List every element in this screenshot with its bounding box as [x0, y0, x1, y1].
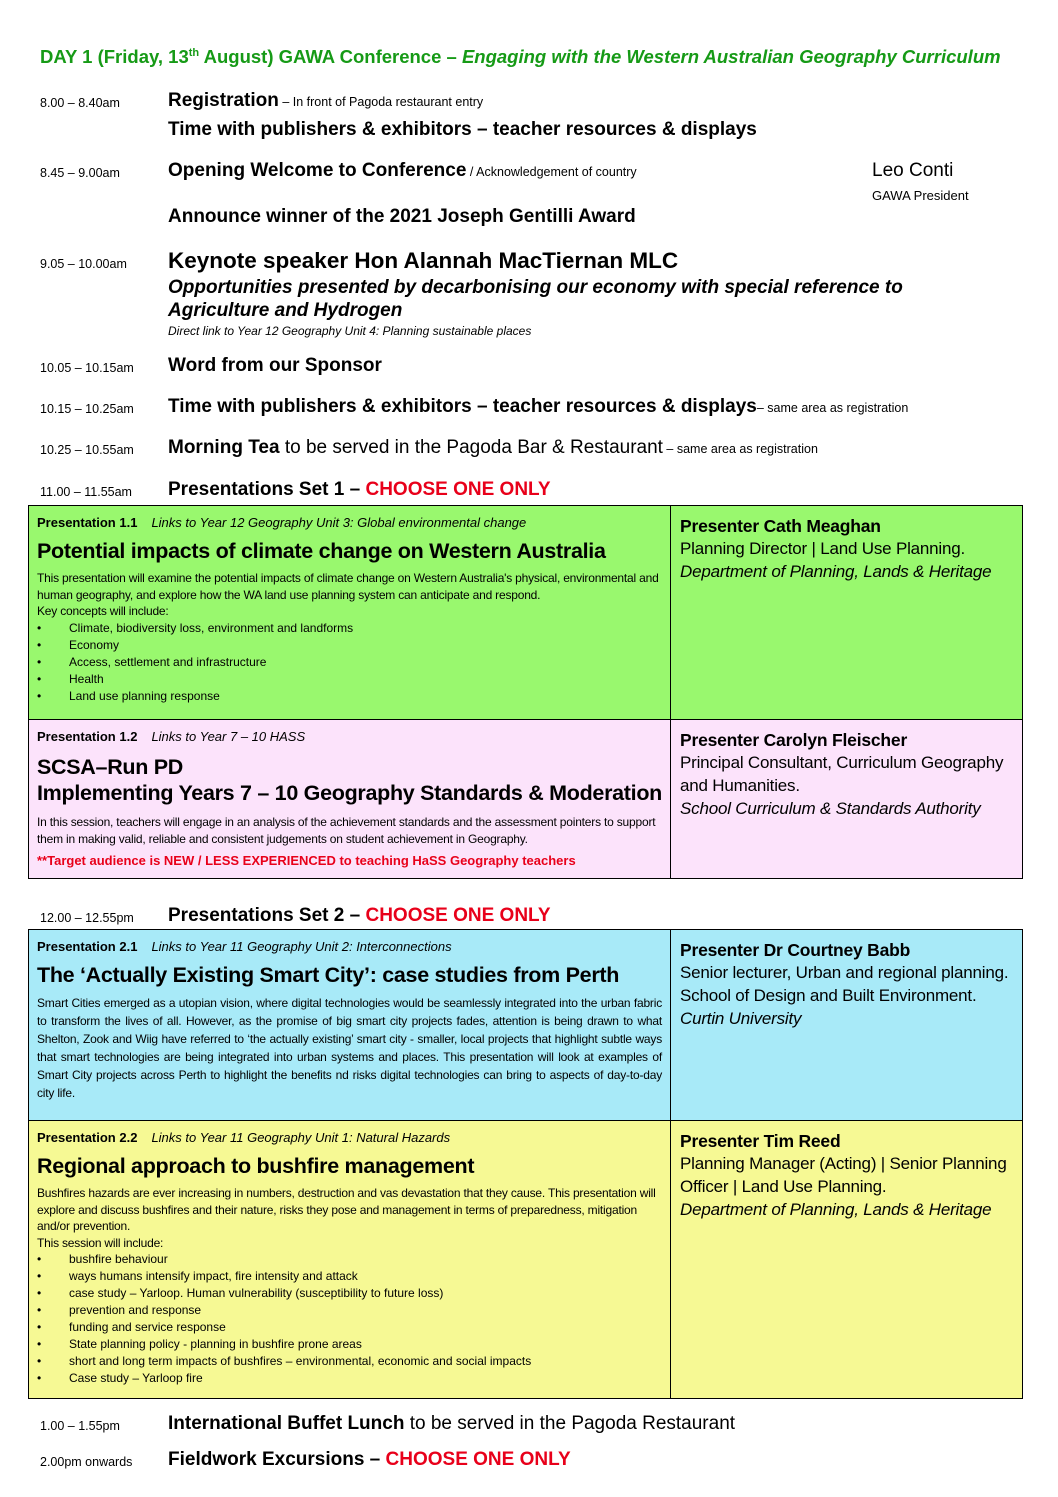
presentation-title: Potential impacts of climate change on Western Australia: [37, 539, 606, 563]
welcome-speaker: Leo Conti: [872, 160, 954, 181]
list-item: • funding and service response: [37, 1319, 662, 1336]
presentation-number: Presentation 1.2: [37, 729, 138, 744]
list-item: • short and long term impacts of bushfires – environmental, economic and social impacts: [37, 1353, 662, 1370]
presenter-role-line1: Senior lecturer, Urban and regional planning.: [680, 963, 1009, 982]
presentation-1-1: [29, 506, 1022, 719]
event-registration: Registration – In front of Pagoda restaurant entry: [168, 90, 484, 111]
event-welcome: Opening Welcome to Conference / Acknowledgement of country: [168, 160, 637, 181]
key-concepts-intro: Key concepts will include:: [37, 604, 169, 618]
time-sponsor: 10.05 – 10.15am: [40, 361, 134, 375]
event-sponsor: Word from our Sponsor: [168, 355, 382, 376]
presenter-org: School Curriculum & Standards Authority: [680, 799, 981, 818]
page-subtitle: Engaging with the Western Australian Geography Curriculum: [461, 46, 1001, 67]
presentation-description: In this session, teachers will engage in an analysis of the achievement standards and the assessment pointers to support them in making valid, reliable and consistent judgements on student achievement in Geography.: [37, 815, 656, 846]
presenter-role-line2: and Humanities.: [680, 776, 800, 795]
list-item: • Climate, biodiversity loss, environment and landforms: [37, 620, 662, 637]
event-fieldwork: Fieldwork Excursions – CHOOSE ONE ONLY: [168, 1449, 571, 1470]
list-item: • State planning policy - planning in bushfire prone areas: [37, 1336, 662, 1353]
presentation-description: Bushfires hazards are ever increasing in numbers, destruction and vas devastation that they cause. This presentation will explore and discuss bushfires and their nature, risks they pose and management in terms of preparedness, mitigation and/or prevention.: [37, 1186, 656, 1233]
event-morning-tea: Morning Tea to be served in the Pagoda Bar & Restaurant – same area as registration: [168, 437, 818, 458]
presenter-org: Curtin University: [680, 1009, 802, 1028]
event-publishers-2: Time with publishers & exhibitors – teacher resources & displays– same area as registration: [168, 396, 909, 417]
event-lunch: International Buffet Lunch to be served in the Pagoda Restaurant: [168, 1413, 736, 1434]
presenter-name: Presenter Cath Meaghan: [680, 516, 881, 536]
presenter-role: Planning Director | Land Use Planning.: [680, 539, 966, 558]
keynote-link: Direct link to Year 12 Geography Unit 4: Planning sustainable places: [168, 324, 532, 338]
presentation-title-line1: SCSA–Run PD: [37, 755, 184, 779]
time-fieldwork: 2.00pm onwards: [40, 1455, 133, 1469]
curriculum-link: Links to Year 12 Geography Unit 3: Global environmental change: [151, 515, 527, 530]
list-item: • Economy: [37, 637, 662, 654]
presentation-title: Regional approach to bushfire management: [37, 1154, 475, 1178]
presentations-set1-table: [28, 505, 1023, 879]
event-set1: Presentations Set 1 – CHOOSE ONE ONLY: [168, 479, 551, 500]
presentations-set2-table: [28, 929, 1023, 1399]
presenter-name: Presenter Tim Reed: [680, 1131, 841, 1151]
presenter-name: Presenter Carolyn Fleischer: [680, 730, 908, 750]
session-intro: This session will include:: [37, 1235, 164, 1250]
time-keynote: 9.05 – 10.00am: [40, 257, 127, 271]
event-keynote: Keynote speaker Hon Alannah MacTiernan MLC: [168, 248, 679, 273]
presenter-org: Department of Planning, Lands & Heritage: [680, 562, 992, 581]
keynote-topic-line1: Opportunities presented by decarbonising our economy with special reference to: [168, 277, 903, 298]
list-item: • bushfire behaviour: [37, 1251, 662, 1268]
presentation-2-1: [29, 930, 1022, 1120]
presentation-2-2: [29, 1120, 1022, 1398]
list-item: • case study – Yarloop. Human vulnerability (susceptibility to future loss): [37, 1285, 662, 1302]
curriculum-link: Links to Year 11 Geography Unit 1: Natural Hazards: [151, 1130, 451, 1145]
presentation-number: Presentation 2.1: [37, 939, 138, 954]
time-welcome: 8.45 – 9.00am: [40, 166, 120, 180]
presentation-1-2: [29, 719, 1022, 878]
presenter-name: Presenter Dr Courtney Babb: [680, 940, 911, 960]
event-gentilli-award: Announce winner of the 2021 Joseph Gentilli Award: [168, 206, 636, 227]
keynote-topic-line2: Agriculture and Hydrogen: [168, 300, 403, 321]
presenter-role-line2: Officer | Land Use Planning.: [680, 1177, 887, 1196]
list-item: • Access, settlement and infrastructure: [37, 654, 662, 671]
presentation-description: This presentation will examine the potential impacts of climate change on Western Australia's physical, environmental and human geography, and explore how the WA land use planning system can anticipate and respond.: [37, 571, 659, 602]
time-set1: 11.00 – 11.55am: [40, 485, 132, 499]
target-audience-note: **Target audience is NEW / LESS EXPERIENCED to teaching HaSS Geography teachers: [37, 853, 576, 868]
presentation-title: The ‘Actually Existing Smart City’: case studies from Perth: [37, 963, 620, 987]
curriculum-link: Links to Year 7 – 10 HASS: [151, 729, 306, 744]
list-item: • Case study – Yarloop fire: [37, 1370, 662, 1387]
presentation-number: Presentation 1.1: [37, 515, 138, 530]
time-lunch: 1.00 – 1.55pm: [40, 1419, 120, 1433]
list-item: • ways humans intensify impact, fire intensity and attack: [37, 1268, 662, 1285]
time-registration: 8.00 – 8.40am: [40, 96, 120, 110]
curriculum-link: Links to Year 11 Geography Unit 2: Interconnections: [151, 939, 452, 954]
event-publishers-1: Time with publishers & exhibitors – teacher resources & displays: [168, 119, 757, 140]
page-title: DAY 1 (Friday, 13th August) GAWA Conference – Engaging with the Western Australian Geography Curriculum: [40, 46, 1001, 67]
time-publishers: 10.15 – 10.25am: [40, 402, 134, 416]
time-set2: 12.00 – 12.55pm: [40, 911, 134, 925]
presenter-org: Department of Planning, Lands & Heritage: [680, 1200, 992, 1219]
list-item: • Land use planning response: [37, 688, 662, 705]
presentation-description: Smart Cities emerged as a utopian vision, where digital technologies would be seamlessly integrated into the urban fabric to transform the lives of all. However, as the promise of big smart city projects fades, attention is being drawn to what Shelton, Zook and Wiig have referred to ‘the actually existing’ smart city - smaller, local projects that highlight subtle ways that smart technologies are being integrated into urban systems and places. This presentation will look at examples of Smart City projects across Perth to highlight the benefits nd risks digital technologies can bring to aspects of day-to-day city life.: [37, 996, 662, 1100]
presenter-role-line1: Planning Manager (Acting) | Senior Planning: [680, 1154, 1007, 1173]
list-item: • prevention and response: [37, 1302, 662, 1319]
welcome-speaker-role: GAWA President: [872, 188, 969, 203]
time-morning-tea: 10.25 – 10.55am: [40, 443, 134, 457]
presentation-number: Presentation 2.2: [37, 1130, 138, 1145]
presenter-role-line2: School of Design and Built Environment.: [680, 986, 977, 1005]
presenter-role-line1: Principal Consultant, Curriculum Geography: [680, 753, 1004, 772]
presentation-title-line2: Implementing Years 7 – 10 Geography Standards & Moderation: [37, 781, 662, 805]
event-set2: Presentations Set 2 – CHOOSE ONE ONLY: [168, 905, 551, 926]
list-item: • Health: [37, 671, 662, 688]
